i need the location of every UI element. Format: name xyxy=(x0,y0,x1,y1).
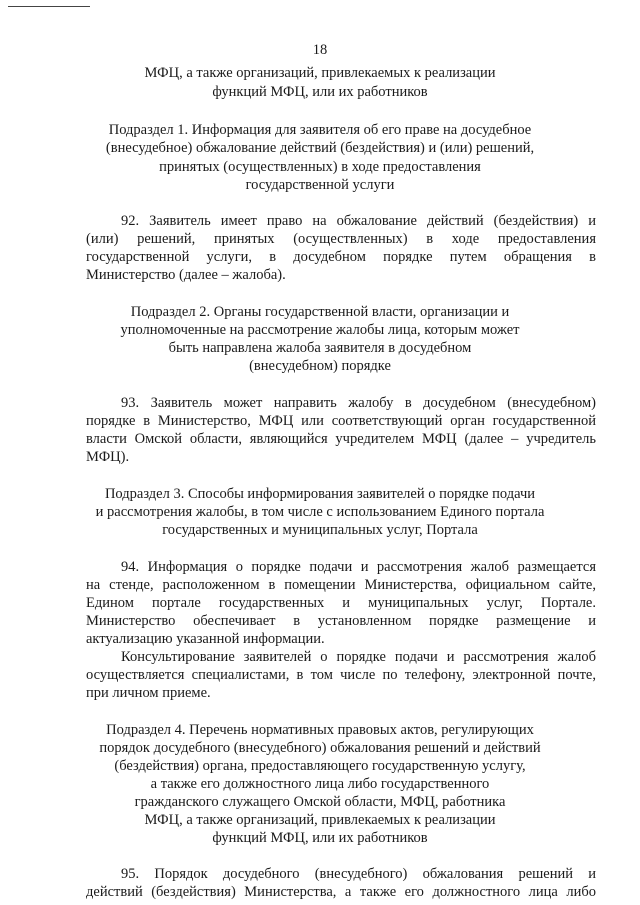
paragraph-94-line: Едином портале государственных и муниципальных услуг, Портале. xyxy=(86,595,596,611)
subsection-4-heading-line: Подраздел 4. Перечень нормативных правовых актов, регулирующих xyxy=(106,722,534,738)
subsection-2-heading-line: быть направлена жалоба заявителя в досудебном xyxy=(168,340,472,356)
paragraph-93-line: порядке в Министерство, МФЦ или соответствующий орган государственной xyxy=(86,413,596,429)
paragraph-94-line: актуализацию указанной информации. xyxy=(86,631,325,647)
paragraph-94-line: при личном приеме. xyxy=(86,685,211,701)
paragraph-95-line: 95. Порядок досудебного (внесудебного) обжалования решений и xyxy=(121,866,596,882)
paragraph-92-line: государственной услуги, в досудебном порядке путем обращения в xyxy=(86,249,596,265)
paragraph-93-line: 93. Заявитель может направить жалобу в досудебном (внесудебном) xyxy=(121,395,596,411)
paragraph-92-line: Министерство (далее – жалоба). xyxy=(86,267,286,283)
paragraph-94-line: на стенде, расположенном в помещении Министерства, официальном сайте, xyxy=(86,577,596,593)
heading-line: функций МФЦ, или их работников xyxy=(212,84,428,100)
subsection-2-heading-line: уполномоченные на рассмотрение жалобы лица, которым может xyxy=(120,322,520,338)
heading-line: МФЦ, а также организаций, привлекаемых к реализации xyxy=(144,65,496,81)
paragraph-92-line: (или) решений, принятых (осуществленных) в ходе предоставления xyxy=(86,231,596,247)
subsection-4-heading-line: а также его должностного лица либо государственного xyxy=(150,776,490,792)
top-margin-rule xyxy=(8,6,90,7)
subsection-3-heading-line: и рассмотрения жалобы, в том числе с использованием Единого портала xyxy=(95,504,545,520)
paragraph-92-line: 92. Заявитель имеет право на обжалование действий (бездействия) и xyxy=(121,213,596,229)
paragraph-93-line: МФЦ). xyxy=(86,449,130,465)
subsection-1-heading-line: принятых (осуществленных) в ходе предоставления xyxy=(159,159,481,175)
paragraph-93-line: власти Омской области, являющийся учредителем МФЦ (далее – учредитель xyxy=(86,431,596,447)
paragraph-94-line: 94. Информация о порядке подачи и рассмотрения жалоб размещается xyxy=(121,559,596,575)
subsection-4-heading-line: (бездействия) органа, предоставляющего государственную услугу, xyxy=(114,758,526,774)
subsection-4-heading-line: функций МФЦ, или их работников xyxy=(212,830,428,846)
paragraph-95-line: действий (бездействия) Министерства, а также его должностного лица либо xyxy=(86,884,596,900)
paragraph-94-line: осуществляется специалистами, в том числе по телефону, электронной почте, xyxy=(86,667,596,683)
paragraph-94-line: Министерство обеспечивает в установленном порядке размещение и xyxy=(86,613,596,629)
subsection-2-heading-line: (внесудебном) порядке xyxy=(249,358,391,374)
subsection-1-heading-line: (внесудебное) обжалование действий (бездействия) и (или) решений, xyxy=(105,140,535,156)
subsection-4-heading-line: порядок досудебного (внесудебного) обжалования решений и действий xyxy=(99,740,541,756)
subsection-3-heading-line: Подраздел 3. Способы информирования заявителей о порядке подачи xyxy=(104,486,536,502)
page-number: 18 xyxy=(312,42,328,58)
subsection-4-heading-line: МФЦ, а также организаций, привлекаемых к реализации xyxy=(144,812,496,828)
subsection-1-heading-line: Подраздел 1. Информация для заявителя об его праве на досудебное xyxy=(108,122,532,138)
paragraph-94-line: Консультирование заявителей о порядке подачи и рассмотрения жалоб xyxy=(121,649,596,665)
subsection-1-heading-line: государственной услуги xyxy=(245,177,395,193)
subsection-3-heading-line: государственных и муниципальных услуг, Портала xyxy=(162,522,478,538)
subsection-2-heading-line: Подраздел 2. Органы государственной власти, организации и xyxy=(130,304,510,320)
subsection-4-heading-line: гражданского служащего Омской области, МФЦ, работника xyxy=(134,794,506,810)
